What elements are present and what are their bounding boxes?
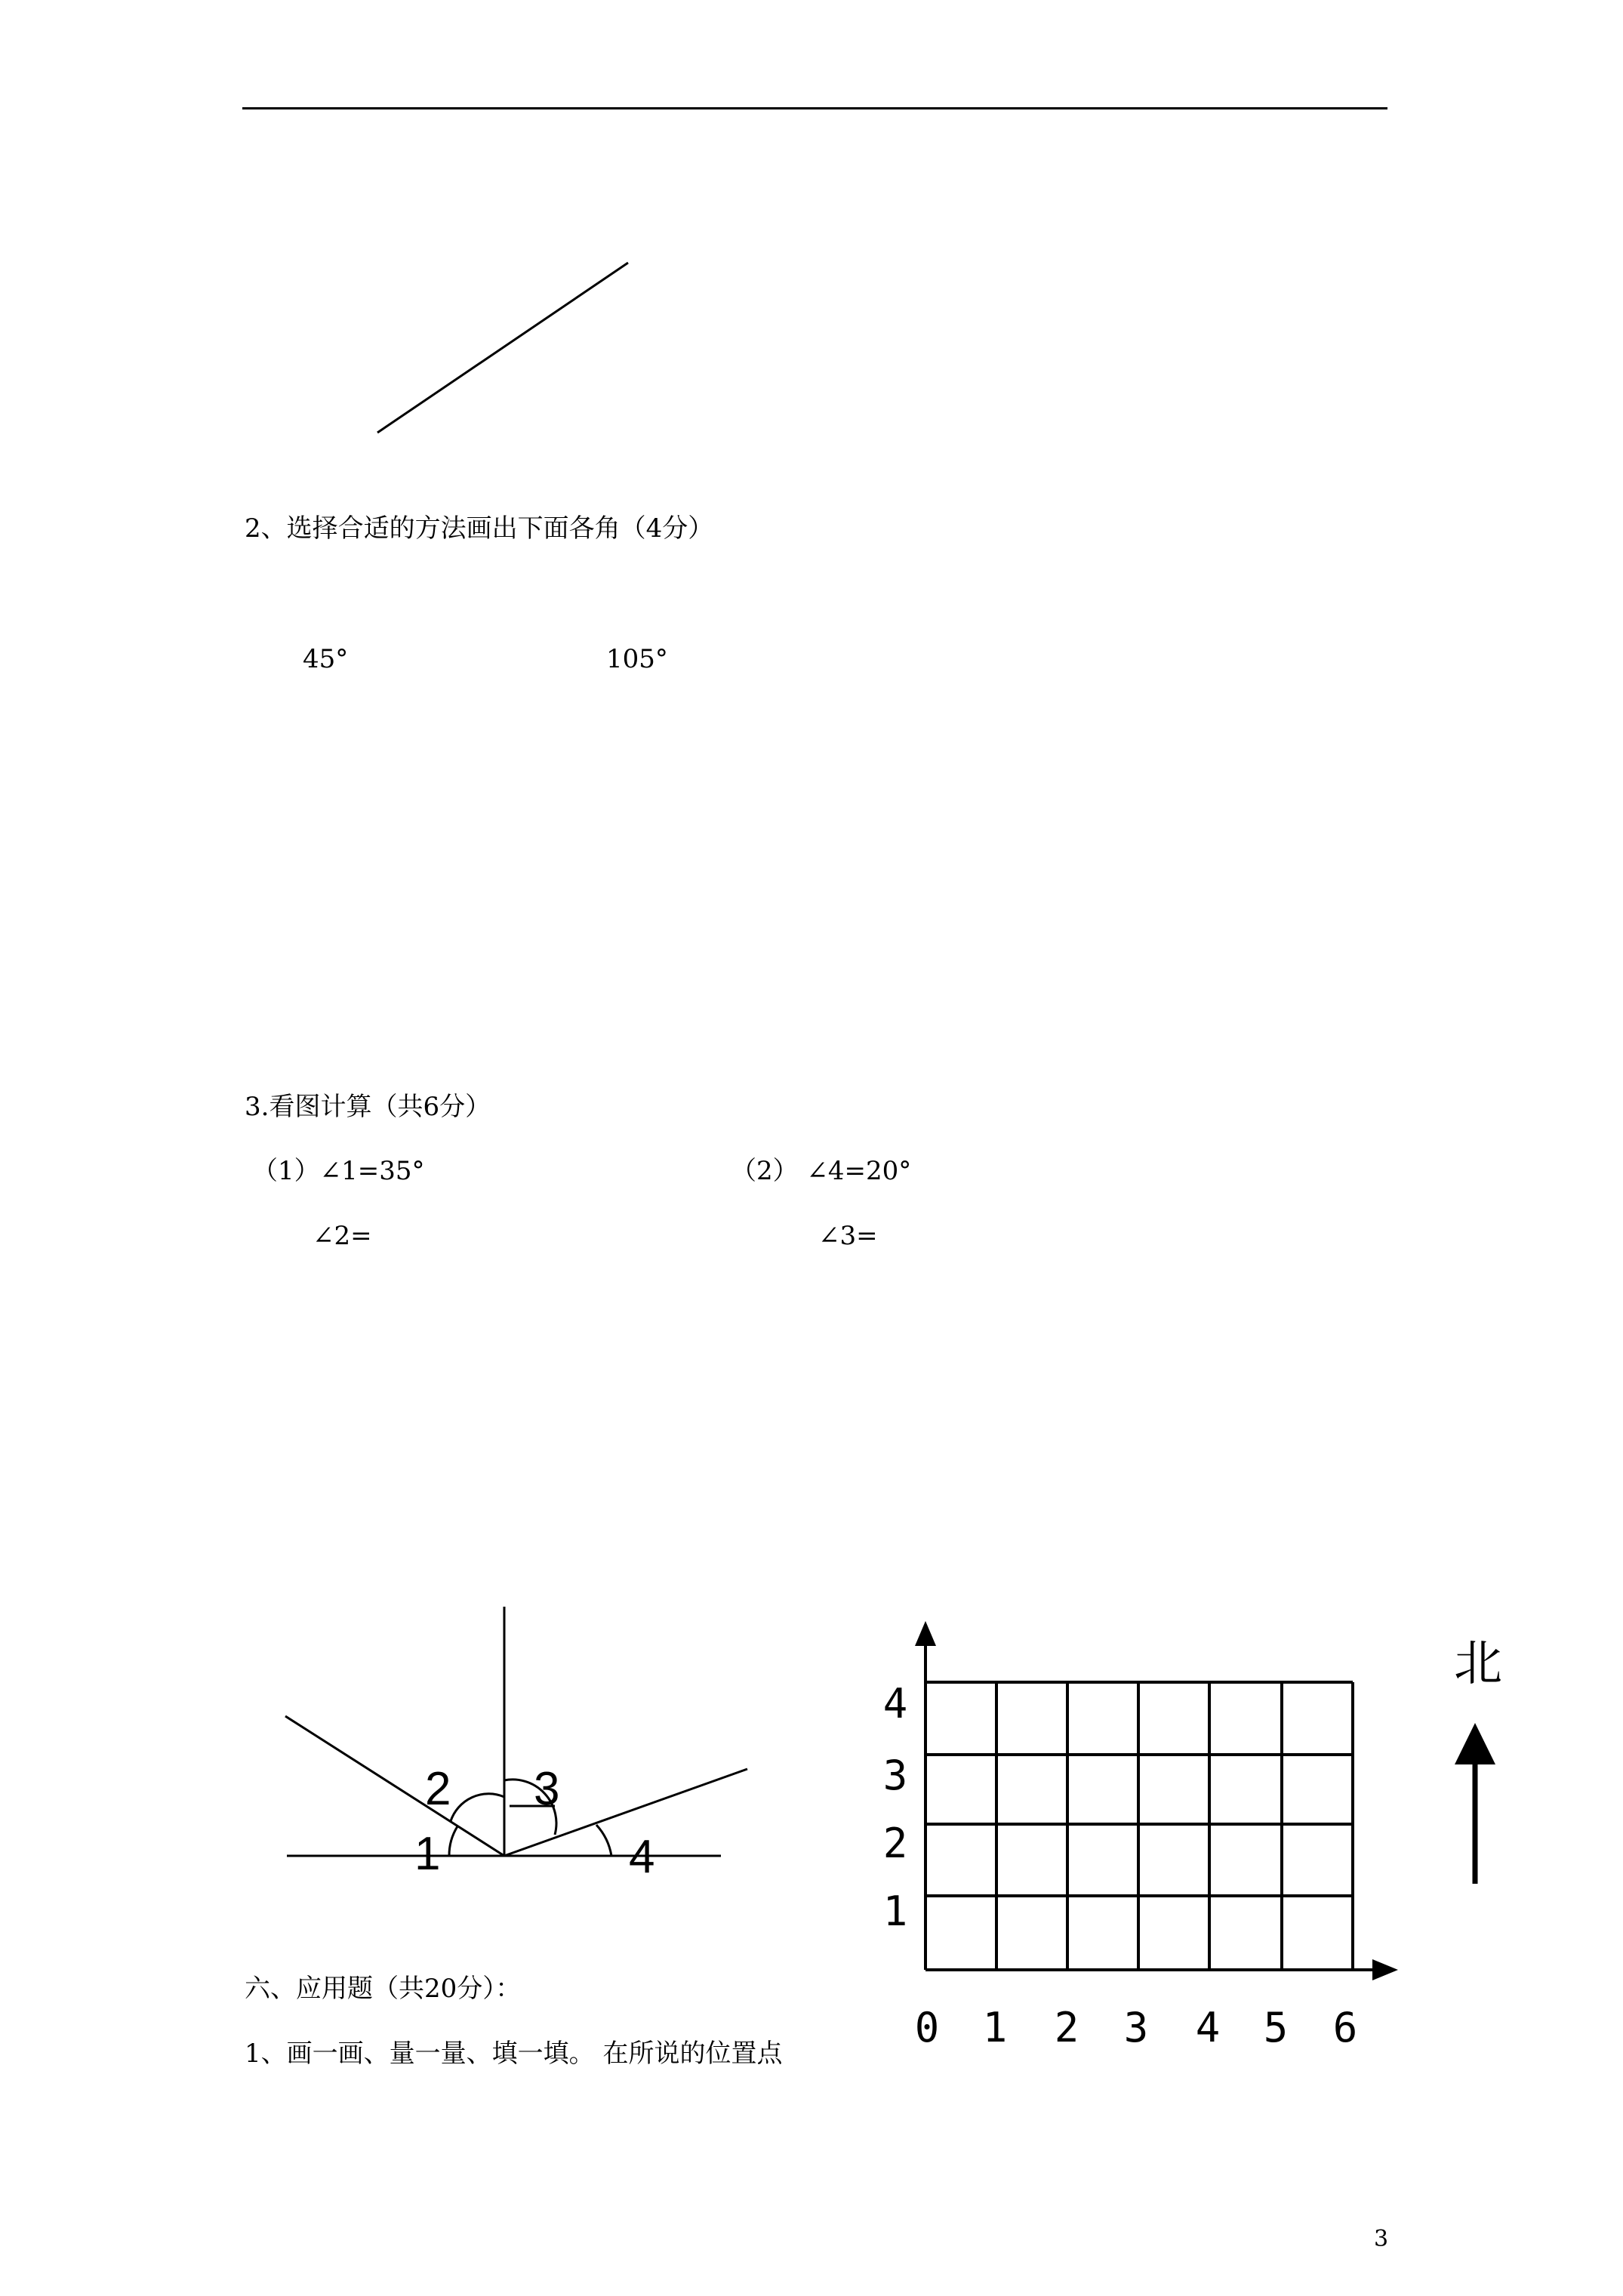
section6-heading: 六、应用题（共20分）： xyxy=(245,1974,522,2004)
section6-q1: 1、画一画、量一量、填一填。 在所说的位置点 xyxy=(245,2039,783,2069)
y-tick-4: 4 xyxy=(882,1680,908,1727)
y-axis-arrowhead xyxy=(915,1621,936,1646)
north-label: 北 xyxy=(1454,1636,1502,1692)
x-tick-0: 0 xyxy=(914,2004,940,2051)
page-number: 3 xyxy=(1374,2226,1389,2252)
y-tick-3: 3 xyxy=(882,1752,908,1799)
angle-label-4: 4 xyxy=(629,1831,655,1883)
x-tick-2: 2 xyxy=(1054,2004,1079,2051)
q3-part1-ask: ∠2= xyxy=(313,1221,372,1251)
x-axis-arrowhead xyxy=(1372,1959,1398,1980)
q3-part2-given: （2） ∠4=20° xyxy=(731,1156,912,1186)
q3-part2-ask: ∠3= xyxy=(818,1221,878,1251)
q2-angle-45: 45° xyxy=(303,644,349,674)
y-tick-1: 1 xyxy=(882,1888,908,1935)
angle-label-3: 3 xyxy=(534,1763,560,1815)
north-arrow-head xyxy=(1455,1723,1495,1764)
x-tick-6: 6 xyxy=(1332,2004,1358,2051)
q2-heading: 2、选择合适的方法画出下面各角（4分） xyxy=(245,513,714,544)
q3-heading: 3.看图计算（共6分） xyxy=(245,1092,491,1122)
y-tick-2: 2 xyxy=(882,1820,908,1867)
angle-label-1: 1 xyxy=(414,1828,441,1880)
x-tick-5: 5 xyxy=(1263,2004,1289,2051)
q3-part1-given: （1）∠1=35° xyxy=(252,1156,425,1186)
x-tick-3: 3 xyxy=(1123,2004,1149,2051)
angle-label-2: 2 xyxy=(425,1763,451,1815)
x-tick-4: 4 xyxy=(1195,2004,1221,2051)
x-tick-1: 1 xyxy=(982,2004,1008,2051)
q2-angle-105: 105° xyxy=(606,644,668,674)
